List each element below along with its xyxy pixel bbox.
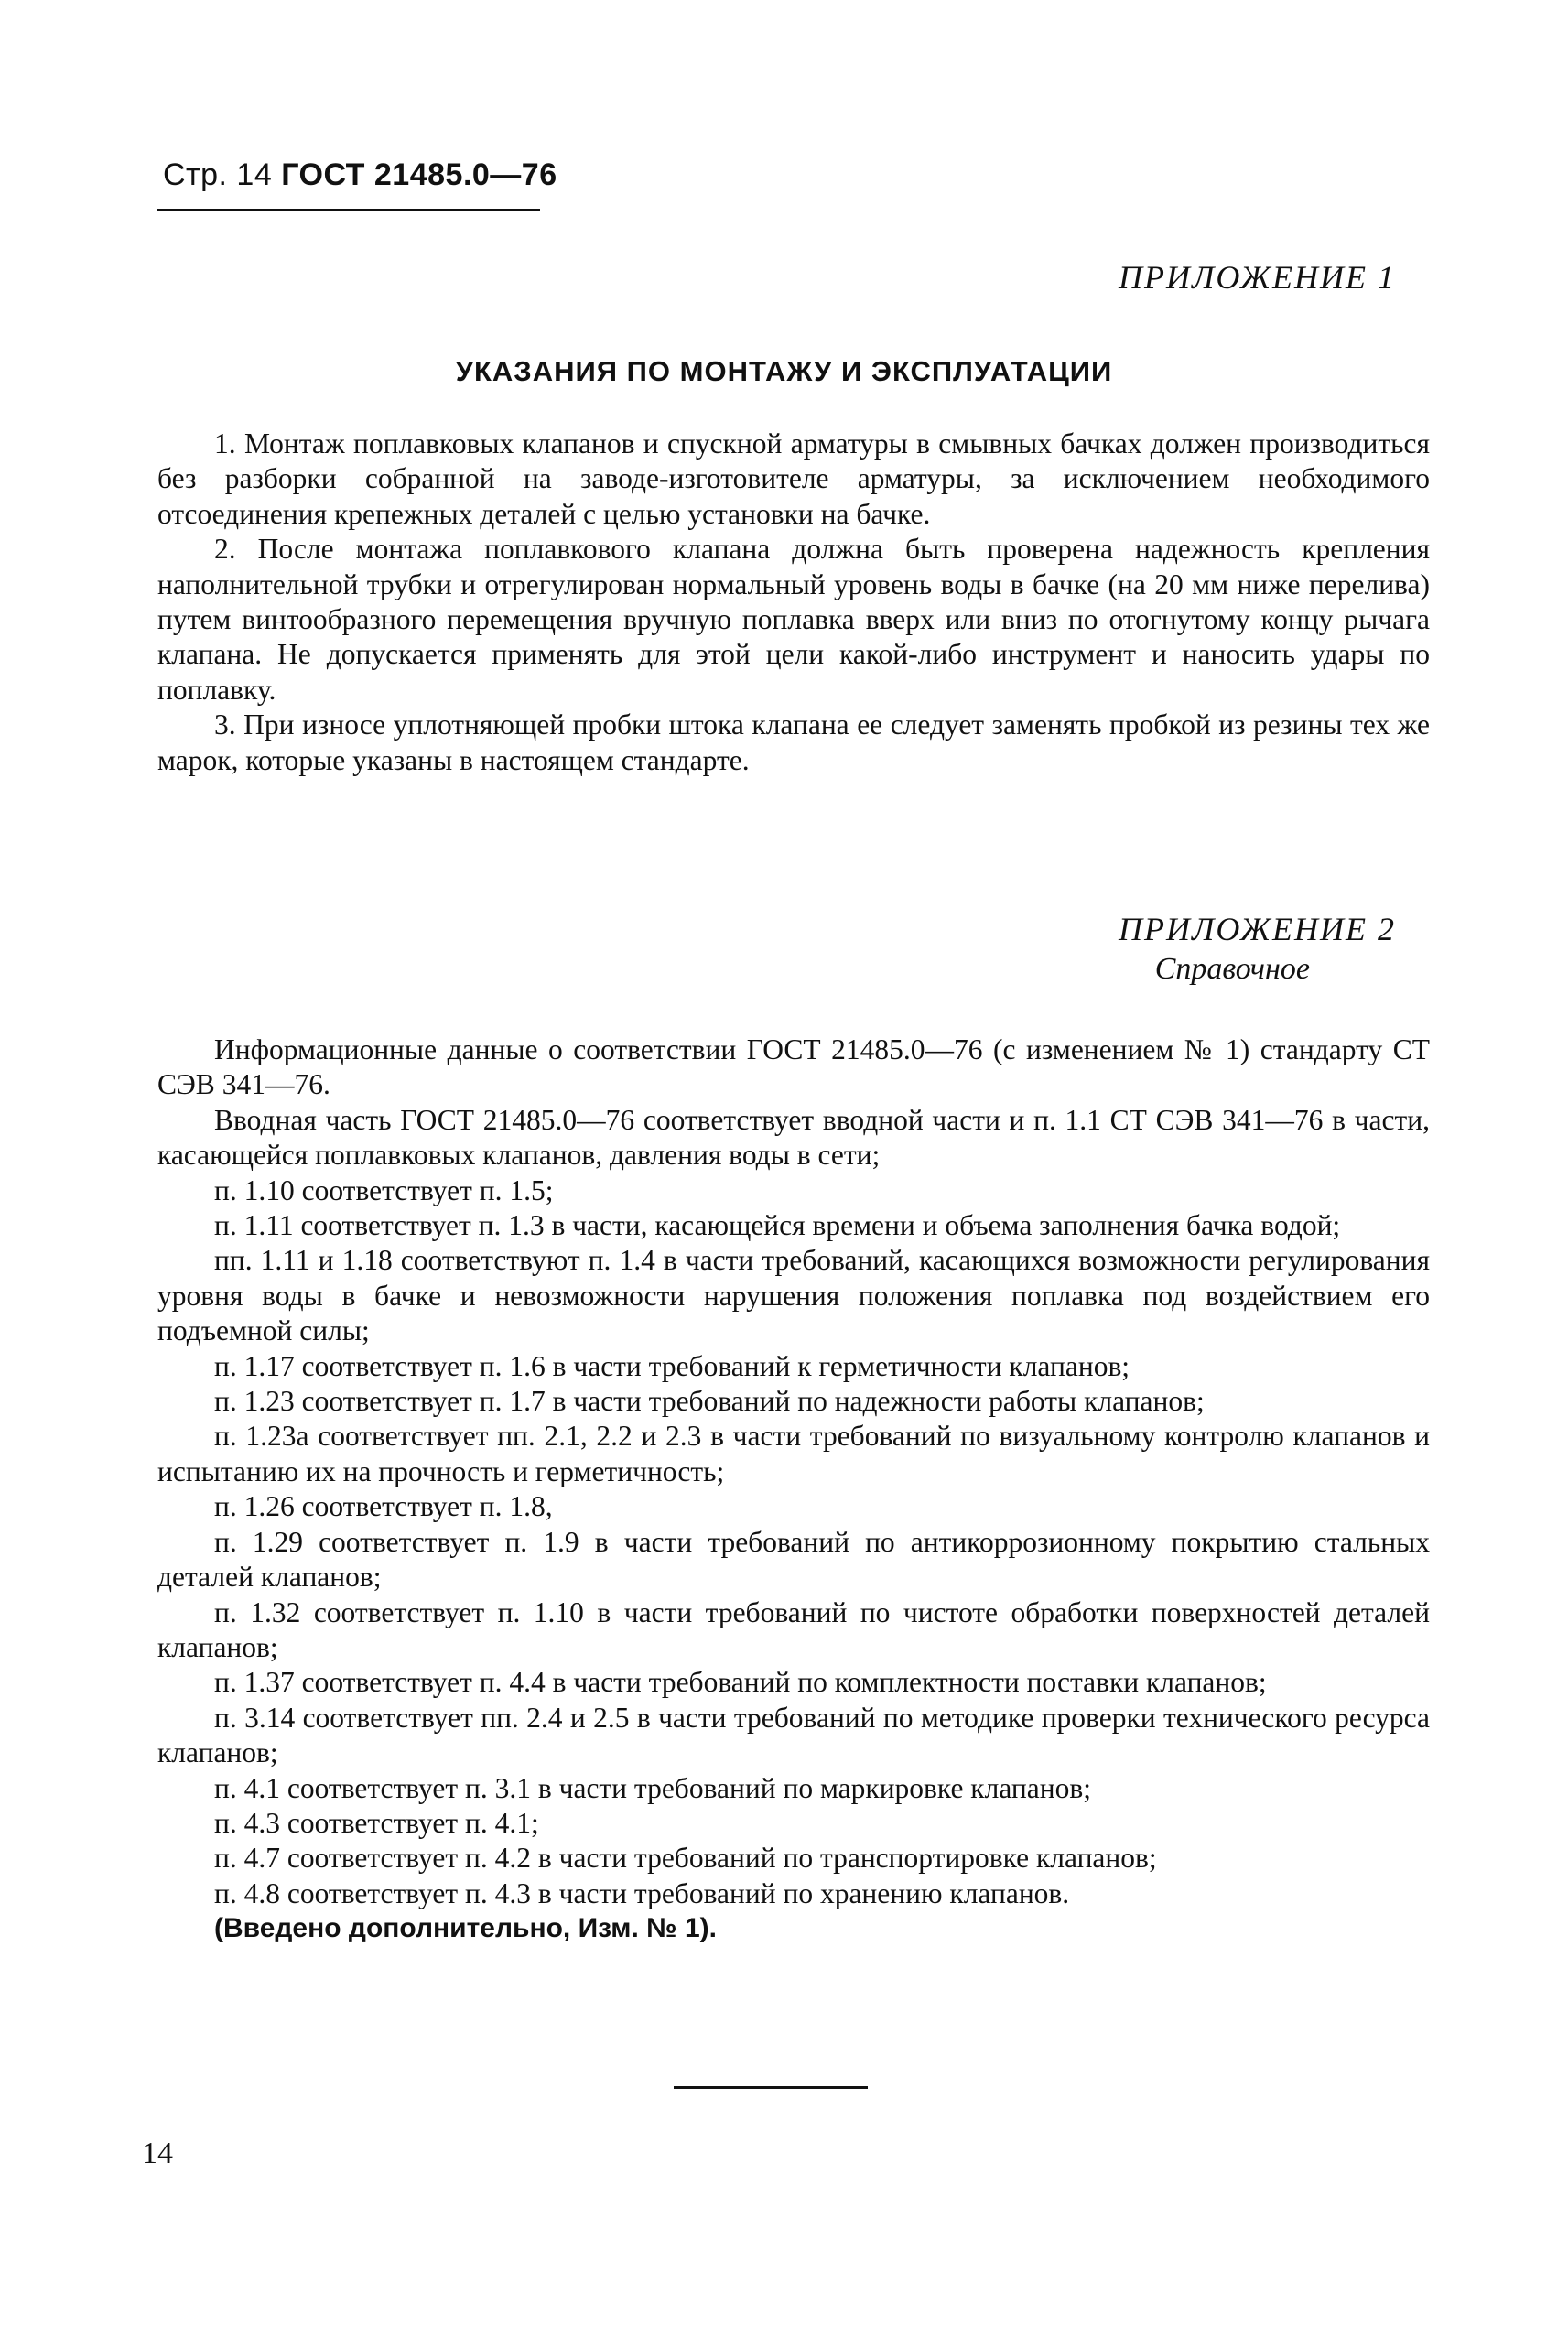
appendix-2-paragraph: п. 4.7 соответствует п. 4.2 в части требований по транспортировке клапанов; xyxy=(214,1842,1157,1875)
page-header xyxy=(163,157,557,193)
appendix-2-paragraph: п. 1.11 соответствует п. 1.3 в части, касающейся времени и объема заполнения бачка водой; xyxy=(214,1209,1341,1242)
end-rule xyxy=(674,2086,868,2089)
appendix-2-paragraph: п. 1.29 соответствует п. 1.9 в части требований по антикоррозионному покрытию стальных деталей клапанов; xyxy=(157,1525,1430,1594)
appendix-2-paragraph: Вводная часть ГОСТ 21485.0—76 соответствует вводной части и п. 1.1 СТ СЭВ 341—76 в части, касающейся поплавковых клапанов, давления воды в сети; xyxy=(157,1103,1430,1172)
appendix-2-body xyxy=(157,1033,1430,1947)
appendix-1-body xyxy=(157,427,1430,778)
appendix-2-paragraph: п. 1.10 соответствует п. 1.5; xyxy=(214,1173,554,1206)
appendix-2-paragraph: п. 4.1 соответствует п. 3.1 в части требований по маркировке клапанов; xyxy=(214,1771,1091,1804)
appendix-2-paragraph: п. 1.32 соответствует п. 1.10 в части требований по чистоте обработки поверхностей деталей клапанов; xyxy=(157,1595,1430,1663)
appendix-2-paragraph: п. 1.17 соответствует п. 1.6 в части требований к герметичности клапанов; xyxy=(214,1349,1130,1382)
appendix-2-subtitle: Справочное xyxy=(1154,952,1310,986)
appendix-2-paragraph: п. 3.14 соответствует пп. 2.4 и 2.5 в части требований по методике проверки технического ресурса клапанов; xyxy=(157,1701,1430,1769)
appendix-2-paragraph: п. 4.3 соответствует п. 4.1; xyxy=(214,1806,539,1839)
amendment-note: (Введено дополнительно, Изм. № 1). xyxy=(214,1913,717,1944)
appendix-1-heading: УКАЗАНИЯ ПО МОНТАЖУ И ЭКСПЛУАТАЦИИ xyxy=(455,355,1113,387)
appendix-2-title: ПРИЛОЖЕНИЕ 2 xyxy=(1119,911,1396,947)
appendix-2-paragraph: п. 1.23а соответствует пп. 2.1, 2.2 и 2.3 в части требований по визуальному контролю клапанов и испытанию их на прочность и герметичность; xyxy=(157,1420,1430,1487)
header-standard: ГОСТ 21485.0—76 xyxy=(281,157,557,192)
appendix-2-paragraph: п. 1.26 соответствует п. 1.8, xyxy=(214,1490,553,1523)
appendix-2-paragraph: п. 1.37 соответствует п. 4.4 в части требований по комплектности поставки клапанов; xyxy=(214,1666,1267,1699)
appendix-2-paragraph: Информационные данные о соответствии ГОСТ 21485.0—76 (с изменением № 1) стандарту СТ СЭВ 341—76. xyxy=(157,1033,1430,1101)
page-number: 14 xyxy=(142,2136,173,2170)
appendix-2-paragraph: п. 4.8 соответствует п. 4.3 в части требований по хранению клапанов. xyxy=(214,1876,1070,1909)
appendix-2-paragraph: п. 1.23 соответствует п. 1.7 в части требований по надежности работы клапанов; xyxy=(214,1385,1205,1418)
header-page-label: Стр. 14 xyxy=(163,157,273,192)
appendix-1-paragraph: 2. После монтажа поплавкового клапана должна быть проверена надежность крепления наполнительной трубки и отрегулирован нормальный уровень воды в бачке (на 20 мм ниже перелива) путем винтообразного перемещения вручную поплавка вверх или вниз по отогнутому концу рычага клапана. Не допускается применять для этой цели какой-либо инструмент и наносить удары по поплавку. xyxy=(157,533,1430,706)
appendix-1-paragraph: 3. При износе уплотняющей пробки штока клапана ее следует заменять пробкой из резины тех же марок, которые указаны в настоящем стандарте. xyxy=(157,708,1430,776)
header-rule xyxy=(157,209,540,211)
appendix-1-paragraph: 1. Монтаж поплавковых клапанов и спускной арматуры в смывных бачках должен производиться без разборки собранной на заводе-изготовителе арматуры, за исключением необходимого отсоединения крепежных деталей с целью установки на бачке. xyxy=(157,427,1430,530)
appendix-2-paragraph: пп. 1.11 и 1.18 соответствуют п. 1.4 в части требований, касающихся возможности регулирования уровня воды в бачке и невозможности нарушения положения поплавка под воздействием его подъемной силы; xyxy=(157,1244,1430,1347)
appendix-1-title: ПРИЛОЖЕНИЕ 1 xyxy=(1119,259,1396,296)
